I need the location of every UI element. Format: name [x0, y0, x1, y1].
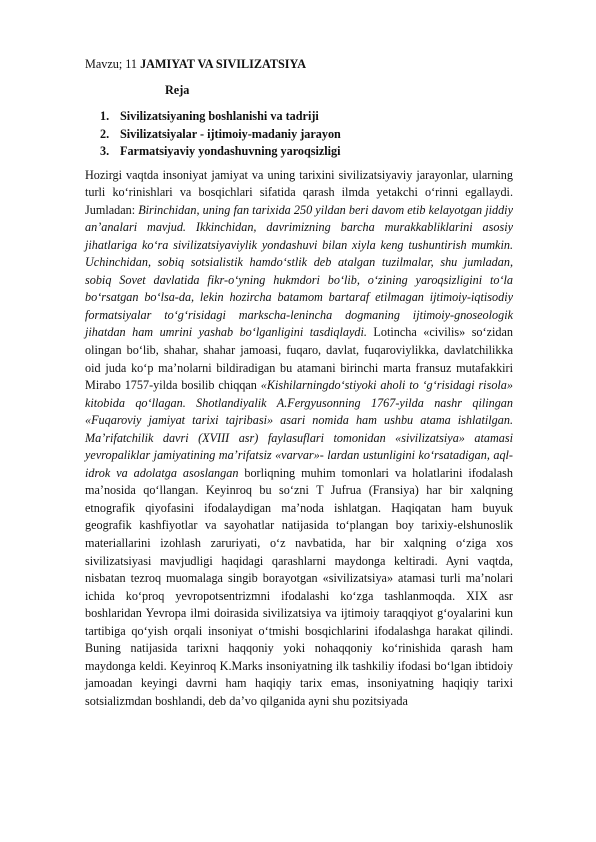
topic-title: JAMIYAT VA SIVILIZATSIYA [140, 57, 307, 71]
body-italic-1: Birinchidan, uning fan tarixida 250 yildan beri davom etib kelayotgan jiddiy an’analari mavjud. Ikkinchidan, davrimizning barcha murakkabliklarini asosiy jihatlariga ko‘ra sivilizatsiyaviylik yondashuvi bilan xiyla keng tushuntirish mumkin. Uchinchidan, sobiq sotsialistik hamdo‘stlik deb atalgan tuzilmalar, shu jumladan, sobiq Sovet davlatida fikr-o‘yning hukmdori bo‘lib, o‘zining yaroqsizligini to‘la bo‘rsatgan bo‘lsa-da, lekin hozircha batamom bartaraf etilmagan ijtimoiy-iqtisodiy formatsiyalar to‘g‘risidagi markscha-lenincha dogmaning ijtimoiy-gnoseologik jihatdan ham umrini yashab bo‘lganligini tasdiqlaydi. [85, 202, 513, 340]
plan-item-text: Sivilizatsiyalar - ijtimoiy-madaniy jarayon [120, 126, 341, 141]
plan-item [100, 143, 513, 161]
topic-line [85, 56, 513, 72]
body-paragraph [85, 167, 513, 711]
plan-item [100, 126, 513, 144]
plan-item-number: 1. [100, 109, 110, 123]
plan-heading: Reja [165, 83, 190, 97]
plan-item-text: Sivilizatsiyaning boshlanishi va tadriji [120, 109, 319, 123]
body-text-3: borliqning muhim tomonlari va holatlarini ifodalash ma’nosida qo‘llangan. Keyinroq bu so‘zni T Jufrua (Fransiya) har bir xalqning etnografik qiyofasini ifodalaydigan ma’noda ishlatgan. Haqiqatan ham buyuk geografik kashfiyotlar va sayohatlar natijasida to‘plangan boy tarixiy-elshunoslik materiallarini izohlash zaruriyati, o‘z navbatida, har bir xalqning o‘ziga xos sivilizatsiyasi mavjudligi haqidagi qarashlarni maydonga keltiradi. Ayni vaqtda, nisbatan tezroq muomalaga singib borayotgan «sivilizatsiya» atamasi turli ma’nolari ichida ko‘proq yevropotsentrizmni ifodalashi ko‘zga tashlanmoqda. XIX asr boshlaridan Yevropa ilmi doirasida sivilizatsiya va ijtimoiy taraqqiyot g‘oyalarini kun tartibiga qo‘yish orqali insoniyat o‘tmishi bosqichlarini ifodalashga harakat qilindi. Buning natijasida tarixni haqqoniy yoki nohaqqoniy ko‘rinishida qarash ham maydonga keldi. Keyinroq K.Marks insoniyatning ilk tashkiliy ifodasi bo‘lgan ibtidoiy jamoadan keyingi davrni ham haqiqiy tarix emas, insoniyatning haqiqiy tarixi sotsializmdan boshlandi, deb da’vo qilganida ayni shu pozitsiyada [85, 465, 513, 708]
topic-prefix: Mavzu; 11 [85, 57, 141, 71]
plan-item-number: 3. [100, 144, 110, 158]
body-text-1: Hozirgi vaqtda insoniyat jamiyat va uning tarixini sivilizatsiyaviy jarayonlar, ularning turli ko‘rinishlari va bosqichlari sifatida qarash ilmda yetakchi o‘rinni egallaydi. Jumladan: [85, 167, 513, 217]
plan-list [85, 108, 513, 161]
body-italic-2: «Kishilarningdo‘stiyoki aholi to ‘g‘risidagi risola» kitobida qo‘llagan. Shotlandiyalik A.Fergyusonning 1767-yilda nashr qilingan «Fuqaroviy jamiyat tarixi tajribasi» asari nomida ham ushbu atama ishlatilgan. Ma’rifatchilik davri (XVIII asr) faylasuflari tomonidan «sivilizatsiya» atamasi yevropaliklar jamiyatining ma’rifatsiz «varvar»- lardan ustunligini ko‘rsatadigan, aql-idrok va adolatga asoslangan [85, 378, 513, 480]
plan-item [100, 108, 513, 126]
plan-item-text: Farmatsiyaviy yondashuvning yaroqsizligi [120, 144, 341, 158]
plan-item-number: 2. [100, 126, 110, 141]
body-text-2: Lotincha «civilis» so‘zidan olingan bo‘lib, shahar, shahar jamoasi, fuqaro, davlat, fuqaroviylikka, davlatchilikka oid juda ko‘p ma’nolarni bildiradigan bu atamani birinchi marta fransuz mutafakkiri Mirabo 1757-yilda bosilib chiqqan [85, 325, 513, 393]
